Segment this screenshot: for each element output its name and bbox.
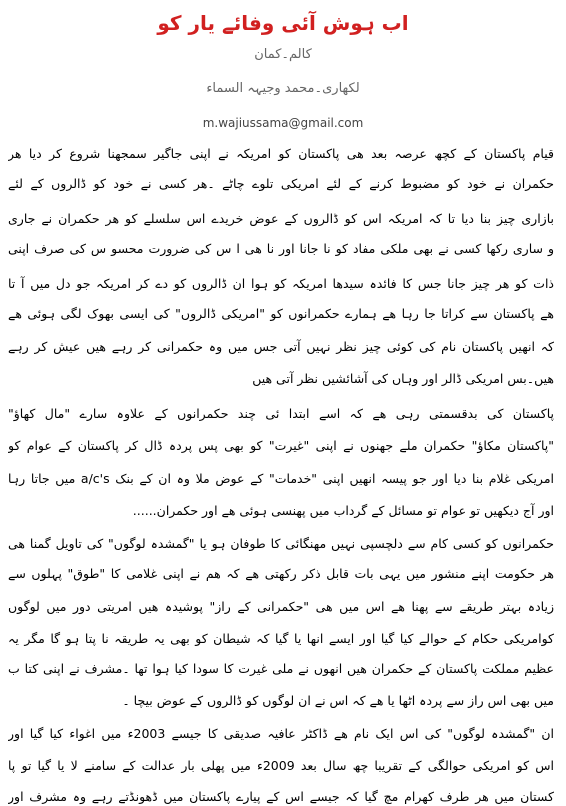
body-line: کستان میں ھر طرف کھرام مچ گیا کہ جیسے اس کے پیارے پاکستان میں ڈھونڈتے رہے وہ مشرف اور [8, 789, 554, 804]
body-line: میں بھی اس راز سے پردہ اٹھا یا ھے کہ اس نے ان لوگوں کو ڈالروں کے عوض بیچا ۔ [122, 693, 554, 708]
body-line: کہ انھیں پاکستان نام کی کوئی چیز نظر نہیں آتی جس میں وہ حکمرانی کر رہے ھیں عیش کر رہے [8, 339, 554, 354]
body-line: ان "گمشدہ لوگوں" کی اس ایک نام ھے ڈاکٹر عافیہ صدیقی کا جیسے 2003ء میں اغواء کیا گیا اور [8, 726, 554, 741]
body-line: پاکستان کی بدقسمتی رہی ھے کہ اسے ابتدا ئی چند حکمرانوں کے علاوہ سارے "مال کھاؤ" [8, 406, 554, 421]
body-line: زیادہ بہتر طریقے سے پھنا ھے اس میں ھی "حکمرانی کے راز" پوشیدہ ھیں امریتی دور میں لوگوں [8, 599, 554, 614]
body-line: قیام پاکستان کے کچھ عرصہ بعد ھی پاکستان کو امریکہ نے اپنی جاگیر سمجھنا شروع کر دیا ھر [8, 146, 554, 161]
body-line: کوامریکی حکام کے حوالے کیا گیا اور ایسے انھا یا گیا کہ شیطان کو بھی یہ طریقہ نا پتا ہو گا مگر یہ [8, 631, 554, 646]
article-title: اب ہوش آئی وفائے یار کو [157, 11, 409, 35]
body-line: و ساری رکھا کسی نے بھی ملکی مفاد کو نا جانا اور نا ھی ا س کی ضرورت محسو س کی صرف اپنی [8, 241, 554, 256]
body-line: بازاری چیز بنا دیا تا کہ امریکہ اس کو ڈالروں کے عوض خریدے اس سلسلے کو ھر حکمران نے جاری [8, 211, 554, 226]
body-line: ھیں۔بس امریکی ڈالر اور وہاں کی آشائشیں نظر آتی ھیں [252, 371, 554, 386]
body-line: اس کو امریکی حوالگی کے تقریبا چھ سال بعد 2009ء میں پھلی بار عدالت کے سامنے لا یا گیا تو پا [8, 758, 554, 773]
body-line: حکمران نے خود کو مضبوط کرنے کے لئے امریکی تلوے چاٹے ۔ھر کسی نے خود کو ڈالروں کے لئے [8, 176, 554, 191]
column-name: کالم۔کمان [254, 47, 312, 62]
body-line: امریکی غلام بنا دیا اور جو پیسہ انھیں اپنی "خدمات" کے عوض ملا وہ ان کے بنک a/c's میں جاتا رہا [8, 471, 554, 486]
body-line: ذات کو ھر چیز جانا جس کا فائدہ سیدھا امریکہ کو ہوا ان ڈالروں کو دے کر امریکہ جو دل میں آ تا [8, 276, 554, 291]
body-line: ھر حکومت اپنے منشور میں یہی بات قابل ذکر رکھتی ھے کہ ھم نے اپنی غلامی کا "طوق" پہلوں سے [8, 566, 554, 581]
body-line: ھے پاکستان سے کراتا جا رہا ھے ہمارے حکمرانوں کو "امریکی ڈالروں" کی ایسی بھوک لگی ہوئی ھے [8, 306, 554, 321]
body-line: عظیم مملکت پاکستان کے حکمران ھیں انھوں نے ملی غیرت کا سودا کیا ہوا تھا ۔مشرف نے اپنی کتا ب [8, 661, 554, 676]
body-line: اور آج دیکھیں تو عوام تو مسائل کے گرداب میں پھنسی ہوئی ھے اور حکمران...... [132, 503, 554, 518]
author-email: m.wajiussama@gmail.com [202, 116, 364, 130]
body-line: "پاکستان مکاؤ" حکمران ملے جھنوں نے اپنی "غیرت" کو بھی پس پردہ ڈال کر پاکستان کے عوام کو [8, 438, 554, 453]
author-line: لکھاری۔محمد وجیہہ السماء [206, 81, 360, 96]
body-line: حکمرانوں کو کسی کام سے دلچسپی نہیں مھنگائی کا طوفان ہو یا "گمشدہ لوگوں" کی تاویل گمنا ھی [8, 536, 554, 551]
